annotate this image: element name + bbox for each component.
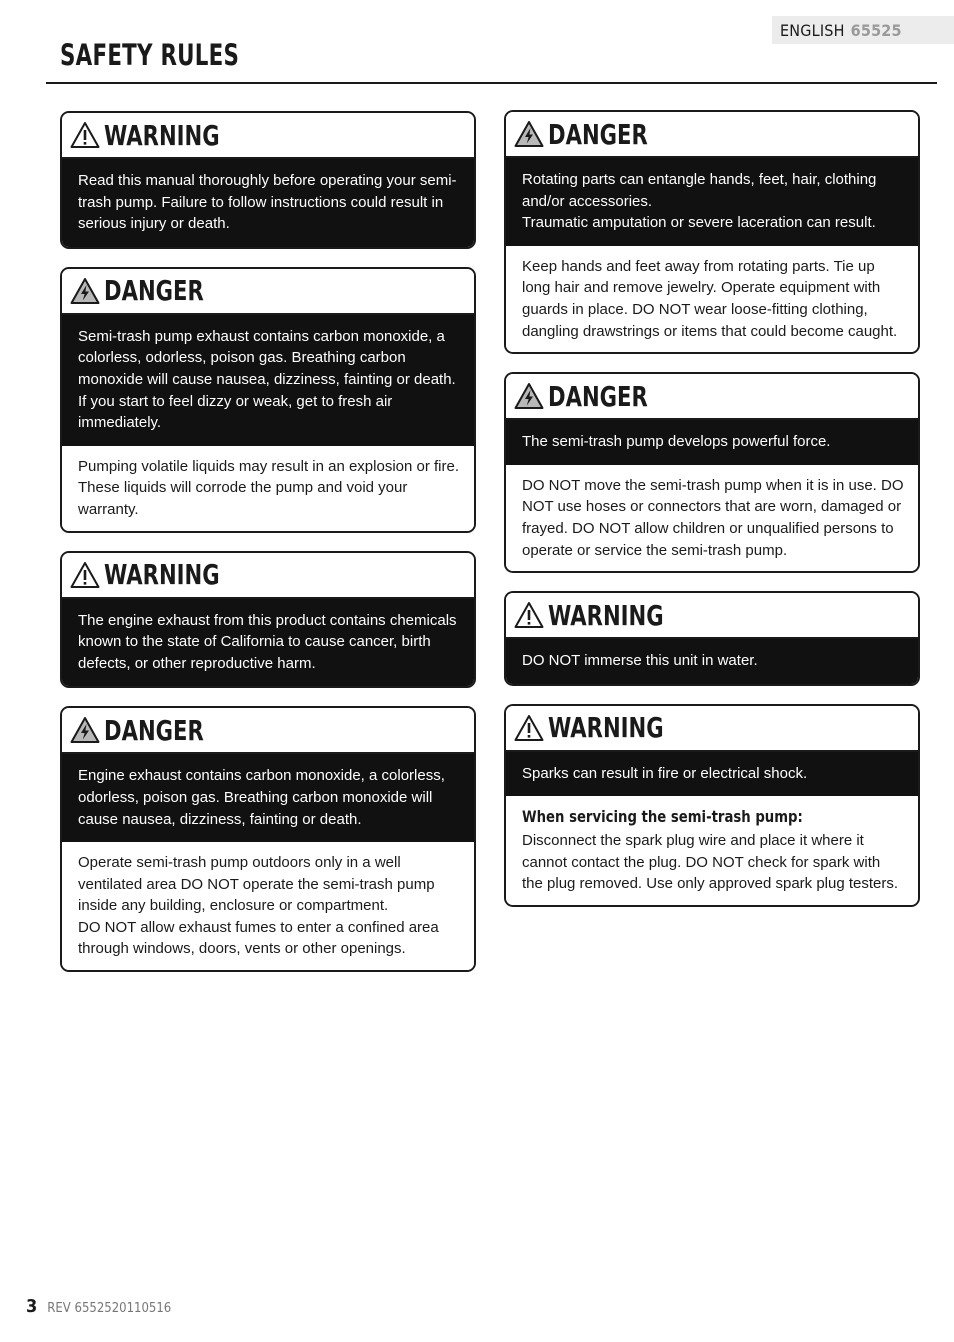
box-label: DANGER <box>548 117 648 151</box>
lightning-triangle-icon <box>514 382 544 410</box>
warning-triangle-icon <box>70 121 100 149</box>
language-label: ENGLISH <box>780 20 845 40</box>
box-header <box>506 706 918 752</box>
model-number: 65525 <box>850 20 902 40</box>
danger-box-powerful-force <box>504 372 920 573</box>
warning-box-immerse <box>504 591 920 686</box>
box-light-section <box>506 796 918 904</box>
box-dark-text: Sparks can result in fire or electrical shock. <box>506 752 918 797</box>
right-column <box>504 110 920 925</box>
danger-box-pump-exhaust <box>60 267 476 533</box>
danger-box-engine-exhaust <box>60 706 476 972</box>
servicing-subheading: When servicing the semi-trash pump: <box>522 807 803 827</box>
box-light-text: Keep hands and feet away from rotating parts. Tie up long hair and remove jewelry. Operate equipment with guards in place. DO NOT wear loose-fitting clothing, dangling drawstrings or items that could become caught. <box>506 246 918 352</box>
box-header <box>62 113 474 159</box>
box-label: WARNING <box>104 558 220 592</box>
page-title: SAFETY RULES <box>60 38 240 72</box>
lightning-triangle-icon <box>70 716 100 744</box>
box-dark-text: Rotating parts can entangle hands, feet, hair, clothing and/or accessories. Traumatic amputation or severe laceration can result. <box>506 158 918 246</box>
box-dark-text: The engine exhaust from this product contains chemicals known to the state of California to cause cancer, birth defects, or other reproductive harm. <box>62 599 474 687</box>
box-label: WARNING <box>548 598 664 632</box>
box-dark-text: Semi-trash pump exhaust contains carbon monoxide, a colorless, odorless, poison gas. Breathing carbon monoxide will cause nausea, dizziness, fainting or death. If you start to feel dizzy or weak, get to fresh air immediately. <box>62 315 474 446</box>
warning-box-sparks <box>504 704 920 907</box>
box-light-text: DO NOT move the semi-trash pump when it is in use. DO NOT use hoses or connectors that are worn, damaged or frayed. DO NOT allow children or unqualified persons to operate or service the semi-trash pump. <box>506 465 918 571</box>
box-dark-text: Read this manual thoroughly before operating your semi-trash pump. Failure to follow instructions could result in serious injury or death. <box>62 159 474 247</box>
box-label: WARNING <box>104 118 220 152</box>
title-divider <box>46 82 937 84</box>
left-column <box>60 111 476 990</box>
warning-box-california <box>60 551 476 689</box>
box-light-text: Operate semi-trash pump outdoors only in a well ventilated area DO NOT operate the semi-trash pump inside any building, enclosure or compartment. DO NOT allow exhaust fumes to enter a confined area through windows, doors, vents or other openings. <box>62 842 474 970</box>
page-footer <box>26 1296 171 1317</box>
language-tab <box>772 16 954 44</box>
box-header <box>62 708 474 754</box>
revision-code: REV 6552520110516 <box>47 1301 172 1316</box>
box-header <box>62 269 474 315</box>
box-label: WARNING <box>548 711 664 745</box>
box-label: DANGER <box>548 379 648 413</box>
box-dark-text: DO NOT immerse this unit in water. <box>506 639 918 684</box>
page-number: 3 <box>26 1296 38 1317</box>
warning-triangle-icon <box>514 601 544 629</box>
warning-box-read-manual <box>60 111 476 249</box>
box-header <box>506 112 918 158</box>
box-header <box>62 553 474 599</box>
box-label: DANGER <box>104 713 204 747</box>
lightning-triangle-icon <box>514 120 544 148</box>
box-dark-text: Engine exhaust contains carbon monoxide, a colorless, odorless, poison gas. Breathing carbon monoxide will cause nausea, dizziness, fainting or death. <box>62 754 474 842</box>
box-header <box>506 593 918 639</box>
warning-triangle-icon <box>514 714 544 742</box>
warning-triangle-icon <box>70 561 100 589</box>
servicing-text: Disconnect the spark plug wire and place it where it cannot contact the plug. DO NOT check for spark with the plug removed. Use only approved spark plug testers. <box>522 831 899 893</box>
lightning-triangle-icon <box>70 277 100 305</box>
box-light-text: Pumping volatile liquids may result in an explosion or fire. These liquids will corrode the pump and void your warranty. <box>62 446 474 531</box>
box-label: DANGER <box>104 274 204 308</box>
box-header <box>506 374 918 420</box>
box-dark-text: The semi-trash pump develops powerful force. <box>506 420 918 465</box>
danger-box-rotating-parts <box>504 110 920 354</box>
